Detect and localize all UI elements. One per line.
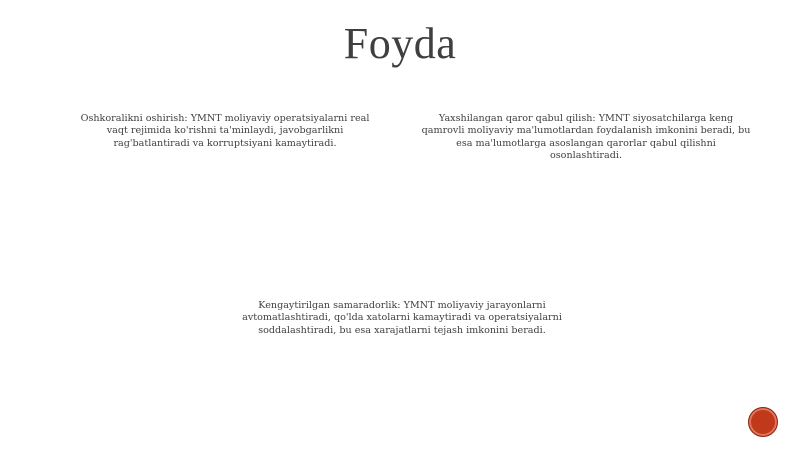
red-circle-button-icon[interactable] (748, 407, 778, 437)
benefit-efficiency-text: Kengaytirilgan samaradorlik: YMNT moliyaviy jarayonlarni avtomatlashtiradi, qo'lda xatolarni kamaytiradi va operatsiyalarni soddalashtiradi, bu esa xarajatlarni tejash imkonini beradi. (242, 300, 562, 336)
benefit-decision-making-text: Yaxshilangan qaror qabul qilish: YMNT siyosatchilarga keng qamrovli moliyaviy ma'lumotlardan foydalanish imkonini beradi, bu esa ma'lumotlarga asoslangan qarorlar qabul qilishni osonlashtiradi. (421, 113, 751, 162)
benefit-transparency-text: Oshkoralikni oshirish: YMNT moliyaviy operatsiyalarni real vaqt rejimida ko'rishni ta'minlaydi, javobgarlikni rag'batlantiradi va korruptsiyani kamaytiradi. (80, 113, 370, 149)
slide-title: Foyda (343, 19, 457, 68)
